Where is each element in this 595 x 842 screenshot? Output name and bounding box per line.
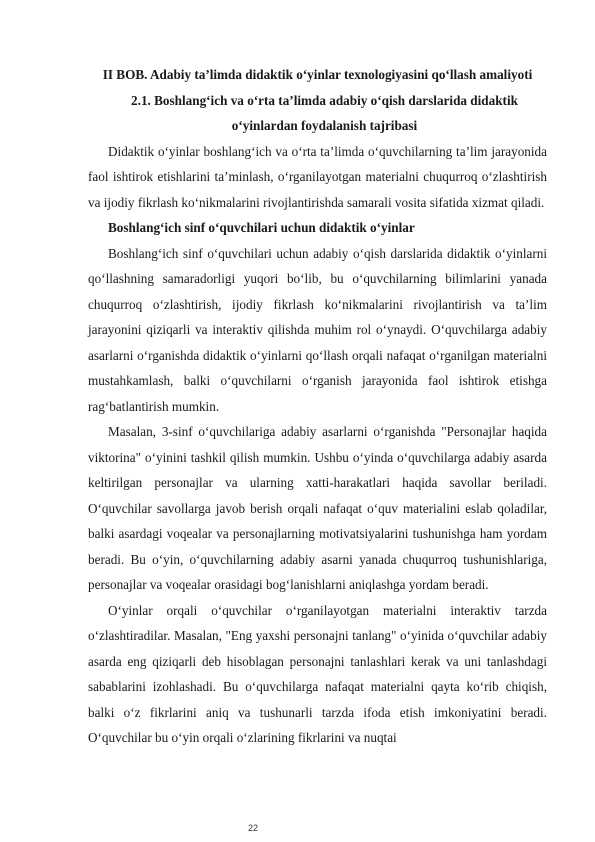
document-page: [88, 62, 547, 751]
paragraph-intro: Didaktik o‘yinlar boshlang‘ich va o‘rta ta’limda o‘quvchilarning ta’lim jarayonida faol ishtirok etishlarini ta’minlash, o‘rganilayotgan materialni chuqurroq o‘zlashtirish va ijodiy fikrlash ko‘nikmalarini rivojlantirishda samarali vosita sifatida xizmat qiladi.: [88, 143, 547, 210]
paragraph-effectiveness: Boshlang‘ich sinf o‘quvchilari uchun adabiy o‘qish darslarida didaktik o‘yinlarni qo‘llashning samaradorligi yuqori bo‘lib, bu o‘quvchilarning bilimlarini yanada chuqurroq o‘zlashtirish, ijodiy fikrlash ko‘nikmalarini rivojlantirish va ta’lim jarayonini qiziqarli va interaktiv qilishda muhim rol o‘ynaydi. O‘quvchilarga adabiy asarlarni o‘rganishda didaktik o‘yinlarni qo‘llash orqali nafaqat o‘rganilgan materialni mustahkamlash, balki o‘quvchilarni o‘rganish jarayonida faol ishtirok etishga rag‘batlantirish mumkin.: [88, 245, 547, 414]
paragraph-best-character-game: O‘yinlar orqali o‘quvchilar o‘rganilayotgan materialni interaktiv tarzda o‘zlashtiradilar. Masalan, "Eng yaxshi personajni tanlang" o‘yinida o‘quvchilar adabiy asarda eng qiziqarli deb hisoblagan personajni tanlashlari kerak va uni tanlashdagi sabablarini izohlashadi. Bu o‘quvchilarga nafaqat materialni qayta ko‘rib chiqish, balki o‘z fikrlarini aniq va tushunarli tarzda ifoda etish imkoniyatini beradi. O‘quvchilar bu o‘yin orqali o‘zlarining fikrlarini va nuqtai: [88, 602, 547, 745]
subheading-primary-grades: Boshlang‘ich sinf o‘quvchilari uchun didaktik o‘yinlar: [108, 220, 415, 235]
page-number: 22: [248, 823, 259, 833]
chapter-title: II BOB. Adabiy ta’limda didaktik o‘yinlar texnologiyasini qo‘llash amaliyoti: [102, 67, 533, 82]
section-title: 2.1. Boshlang‘ich va o‘rta ta’limda adabiy o‘qish darslarida didaktik o‘yinlardan foydalanish tajribasi: [131, 92, 518, 133]
paragraph-quiz-example: Masalan, 3-sinf o‘quvchilariga adabiy asarlarni o‘rganishda "Personajlar haqida viktorina" o‘yinini tashkil qilish mumkin. Ushbu o‘yinda o‘quvchilarga adabiy asarda keltirilgan personajlar va ularning xatti-harakatlari haqida savollar beriladi. O‘quvchilar savollarga javob berish orqali nafaqat o‘quv materialini eslab qoladilar, balki asardagi voqealar va personajlarning motivatsiyalarini tushunishga ham yordam beradi. Bu o‘yin, o‘quvchilarning adabiy asarni yanada chuqurroq tushunishlariga, personajlar va voqealar orasidagi bog‘lanishlarni aniqlashga yordam beradi.: [88, 424, 547, 592]
